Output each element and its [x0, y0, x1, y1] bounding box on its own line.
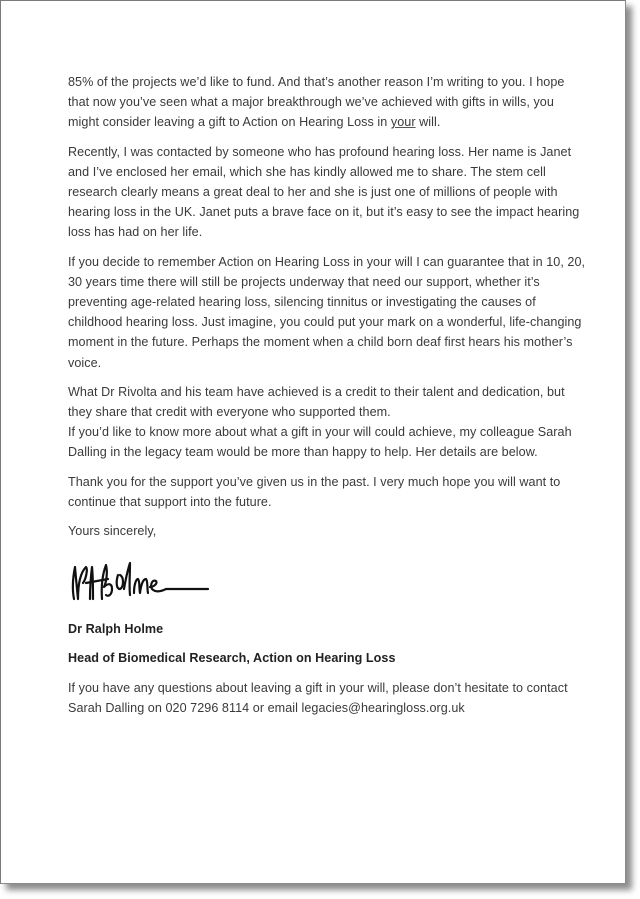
paragraph-credit-line2: If you’d like to know more about what a gift in your will could achieve, my colleague Sarah Dalling in the legacy team would be more than happy to help. Her details are below.	[68, 425, 572, 460]
signature-image	[66, 555, 216, 605]
signatory-name: Dr Ralph Holme	[68, 622, 164, 637]
paragraph-intro-end: will.	[415, 115, 441, 130]
paragraph-guarantee: If you decide to remember Action on Hearing Loss in your will I can guarantee that in 10, 20, 30 years time there will still be projects underway that need our support, whether it’s preventing age-related hearing loss, silencing tinnitus or investigating the causes of childhood hearing loss. Just imagine, you could put your mark on a wonderful, life-changing moment in the future. Perhaps the moment when a child born deaf first hears his mother’s voice.	[68, 254, 586, 370]
paragraph-thanks: Thank you for the support you’ve given us in the past. I very much hope you will want to continue that support into the future.	[68, 474, 561, 509]
paragraph-credit	[68, 382, 588, 463]
signatory-title: Head of Biomedical Research, Action on Hearing Loss	[68, 651, 396, 666]
paragraph-intro	[68, 72, 588, 133]
paragraph-janet: Recently, I was contacted by someone who has profound hearing loss. Her name is Janet and I’ve enclosed her email, which she has kindly allowed me to share. The stem cell research clearly means a great deal to her and she is just one of millions of people with hearing loss in the UK. Janet puts a brave face on it, but it’s easy to see the impact hearing loss has had on her life.	[68, 144, 580, 240]
contact-info: If you have any questions about leaving a gift in your will, please don’t hesitate to contact Sarah Dalling on 020 7296 8114 or email legacies@hearingloss.org.uk	[68, 680, 568, 715]
closing-salutation: Yours sincerely,	[68, 524, 157, 539]
paragraph-intro-text: 85% of the projects we’d like to fund. And that’s another reason I’m writing to you. I hope that now you’ve seen what a major breakthrough we’ve achieved with gifts in wills, you might consider leaving a gift to Action on Hearing Loss in	[68, 75, 565, 130]
underlined-word: your	[390, 115, 416, 130]
paragraph-credit-line1: What Dr Rivolta and his team have achieved is a credit to their talent and dedication, but they share that credit with everyone who supported them.	[68, 384, 565, 420]
letter-body	[68, 72, 588, 718]
